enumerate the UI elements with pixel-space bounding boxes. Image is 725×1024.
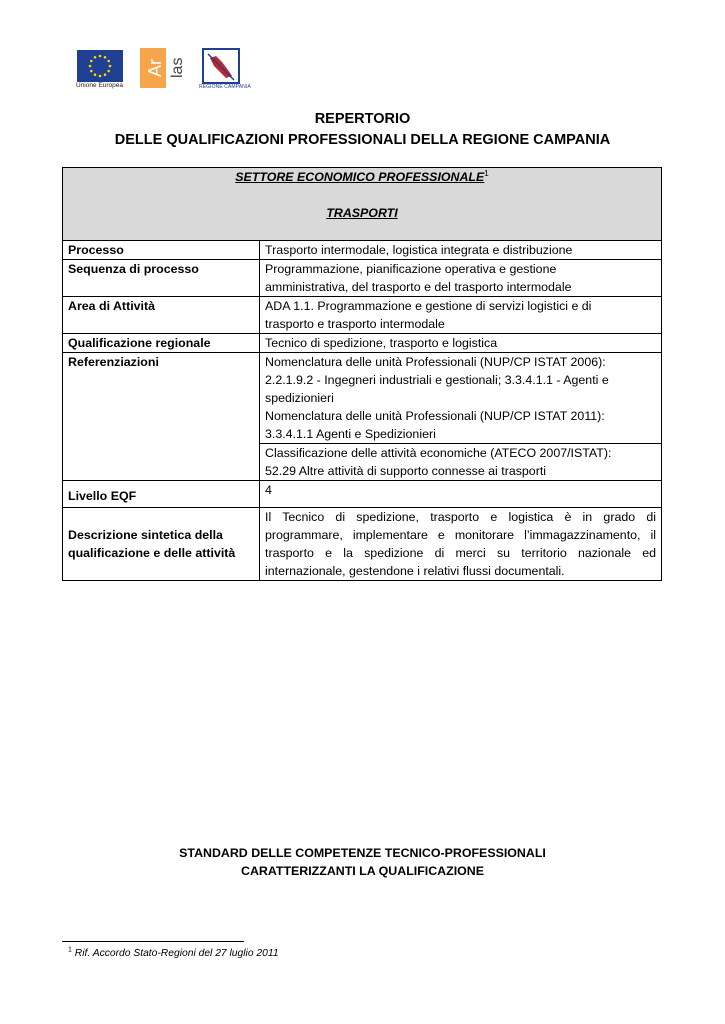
arlas-logo [140, 48, 186, 88]
row-line: trasporto e trasporto intermodale [265, 317, 445, 331]
standard-line-1: STANDARD DELLE COMPETENZE TECNICO-PROFESSIONALI [179, 846, 546, 860]
descrizione-label [63, 508, 260, 581]
descrizione-label-line: qualificazione e delle attività [68, 546, 236, 560]
campania-label: REGIONE CAMPANIA [199, 84, 251, 90]
ref-line: 2.2.1.9.2 - Ingegneri industriali e gestionali; 3.3.4.1.1 - Agenti e [265, 373, 609, 387]
ref-line: Nomenclatura delle unità Professionali (NUP/CP ISTAT 2011): [265, 409, 605, 423]
row-label: Processo [63, 241, 260, 260]
referenziazioni-nup [260, 353, 662, 444]
sector-value: TRASPORTI [326, 206, 398, 220]
footnote-mark: 1 [68, 946, 72, 954]
table-row-eqf [63, 481, 662, 508]
row-line: Trasporto intermodale, logistica integrata e distribuzione [265, 243, 573, 257]
row-line: Tecnico di spedizione, trasporto e logistica [265, 336, 498, 350]
table-row [63, 260, 662, 297]
ref-line: 3.3.4.1.1 Agenti e Spedizionieri [265, 427, 436, 441]
footnote [68, 948, 279, 959]
referenziazioni-ateco [260, 444, 662, 481]
ref-line: Nomenclatura delle unità Professionali (NUP/CP ISTAT 2006): [265, 355, 606, 369]
footnote-separator [62, 941, 244, 942]
table-header-row [63, 168, 662, 241]
table-row [63, 297, 662, 334]
header-logos [74, 46, 254, 92]
ref-line: 52.29 Altre attività di supporto connesse ai trasporti [265, 464, 547, 478]
eu-label: Unione Europea [76, 82, 123, 89]
footnote-ref: 1 [484, 168, 489, 178]
row-label: Area di Attività [63, 297, 260, 334]
sector-label: SETTORE ECONOMICO PROFESSIONALE [235, 170, 485, 184]
qualification-table [62, 167, 662, 581]
row-value [260, 297, 662, 334]
sector-header-cell [63, 168, 662, 241]
footnote-text: Rif. Accordo Stato-Regioni del 27 luglio 2011 [74, 948, 279, 959]
standard-heading [0, 844, 725, 880]
table-row-referenziazioni-1 [63, 353, 662, 444]
svg-text:las: las [169, 57, 186, 78]
row-line: ADA 1.1. Programmazione e gestione di servizi logistici e di [265, 299, 592, 313]
standard-line-2: CARATTERIZZANTI LA QUALIFICAZIONE [241, 864, 484, 878]
row-value [260, 241, 662, 260]
title-line-2: DELLE QUALIFICAZIONI PROFESSIONALI DELLA REGIONE CAMPANIA [114, 132, 611, 148]
row-line: Programmazione, pianificazione operativa e gestione [265, 262, 557, 276]
referenziazioni-label: Referenziazioni [63, 353, 260, 481]
row-label: Qualificazione regionale [63, 334, 260, 353]
table-row-descrizione [63, 508, 662, 581]
ref-line: Classificazione delle attività economiche (ATECO 2007/ISTAT): [265, 446, 612, 460]
document-title [0, 109, 725, 151]
eu-flag-logo [77, 50, 123, 82]
descrizione-label-line: Descrizione sintetica della [68, 528, 223, 542]
ref-line: spedizionieri [265, 391, 334, 405]
row-value [260, 260, 662, 297]
row-label: Sequenza di processo [63, 260, 260, 297]
table-row [63, 334, 662, 353]
eqf-value: 4 [260, 481, 662, 508]
row-value [260, 334, 662, 353]
title-line-1: REPERTORIO [314, 111, 411, 127]
svg-text:Ar: Ar [145, 59, 165, 77]
table-row [63, 241, 662, 260]
descrizione-text: Il Tecnico di spedizione, trasporto e logistica è in grado di programmare, implementare e monitorare l’immagazzinamento, il trasporto e la spedizione di merci su territorio nazionale ed internazionale, gestendone i relativi flussi documentali. [260, 508, 662, 581]
row-line: amministrativa, del trasporto e del trasporto intermodale [265, 280, 572, 294]
eqf-label: Livello EQF [63, 481, 260, 508]
